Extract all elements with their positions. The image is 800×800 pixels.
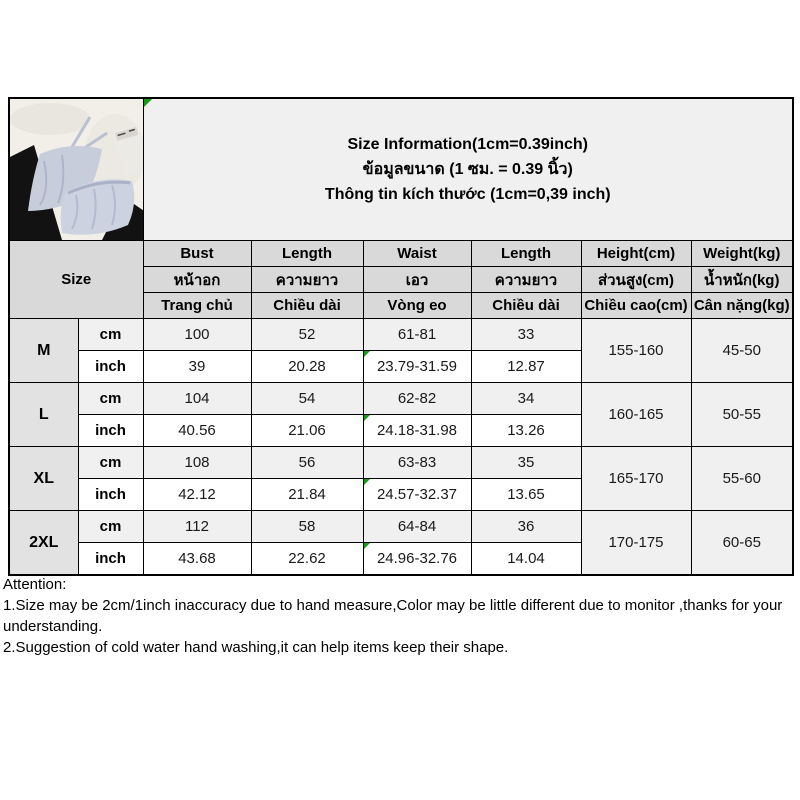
l-inch-length2: 13.26 [471,415,581,447]
xl-height: 165-170 [581,447,691,511]
m-height: 155-160 [581,319,691,383]
attention-heading: Attention: [3,576,67,593]
header-vi-length: Chiều dài [251,293,363,319]
unit-cm: cm [78,319,143,351]
2xl-inch-waist-value: 24.96-32.76 [376,550,458,567]
unit-cm: cm [78,383,143,415]
xl-cm-waist: 63-83 [363,447,471,479]
xl-inch-waist-value: 24.57-32.37 [376,486,458,503]
l-inch-waist [363,415,471,447]
title-cell [143,98,793,241]
title-english: Size Information(1cm=0.39inch) [347,136,589,153]
m-inch-waist-value: 23.79-31.59 [376,358,458,375]
xl-inch-length2: 13.65 [471,479,581,511]
green-corner-marker-icon [364,543,370,549]
xl-inch-bust: 42.12 [143,479,251,511]
2xl-inch-bust: 43.68 [143,543,251,576]
2xl-cm-length: 58 [251,511,363,543]
attention-line-1: 1.Size may be 2cm/1inch inaccuracy due to hand measure,Color may be little different due to monitor ,thanks for your understanding. [3,597,783,635]
m-inch-length: 20.28 [251,351,363,383]
header-th-waist: เอว [363,267,471,293]
header-th-height: ส่วนสูง(cm) [581,267,691,293]
l-cm-length2: 34 [471,383,581,415]
l-cm-length: 54 [251,383,363,415]
fabric-fold [10,103,90,135]
header-vi-height: Chiều cao(cm) [581,293,691,319]
green-corner-marker-icon [364,415,370,421]
unit-cm: cm [78,511,143,543]
unit-inch: inch [78,351,143,383]
product-photo-cell [9,98,143,241]
l-inch-length: 21.06 [251,415,363,447]
2xl-cm-length2: 36 [471,511,581,543]
2xl-cm-bust: 112 [143,511,251,543]
xl-weight: 55-60 [691,447,793,511]
title-vietnamese: Thông tin kích thước (1cm=0,39 inch) [324,186,611,203]
xl-inch-length: 21.84 [251,479,363,511]
product-photo [10,99,143,240]
attention-line-2: 2.Suggestion of cold water hand washing,it can help items keep their shape. [3,639,509,656]
xl-inch-waist [363,479,471,511]
header-en-bust: Bust [143,241,251,267]
header-vi-waist: Vòng eo [363,293,471,319]
xl-cm-length2: 35 [471,447,581,479]
title-thai: ข้อมูลขนาด (1 ซม. = 0.39 นิ้ว) [362,161,573,178]
2xl-height: 170-175 [581,511,691,576]
header-en-height: Height(cm) [581,241,691,267]
green-corner-marker-icon [364,351,370,357]
2xl-cm-waist: 64-84 [363,511,471,543]
xl-cm-length: 56 [251,447,363,479]
unit-inch: inch [78,543,143,576]
m-inch-length2: 12.87 [471,351,581,383]
2xl-weight: 60-65 [691,511,793,576]
header-vi-weight: Cân nặng(kg) [691,293,793,319]
size-2xl-label: 2XL [9,511,78,576]
xl-cm-bust: 108 [143,447,251,479]
size-xl-label: XL [9,447,78,511]
size-header: Size [9,241,143,319]
size-m-label: M [9,319,78,383]
header-en-waist: Waist [363,241,471,267]
m-weight: 45-50 [691,319,793,383]
m-cm-waist: 61-81 [363,319,471,351]
m-cm-length: 52 [251,319,363,351]
m-cm-bust: 100 [143,319,251,351]
header-en-weight: Weight(kg) [691,241,793,267]
header-vi-length2: Chiều dài [471,293,581,319]
l-cm-waist: 62-82 [363,383,471,415]
size-chart-sheet [8,97,794,576]
header-th-length2: ความยาว [471,267,581,293]
2xl-inch-waist [363,543,471,576]
header-en-length2: Length [471,241,581,267]
size-table [8,97,794,576]
unit-inch: inch [78,479,143,511]
m-inch-waist [363,351,471,383]
2xl-inch-length: 22.62 [251,543,363,576]
header-vi-bust: Trang chủ [143,293,251,319]
header-th-weight: น้ำหนัก(kg) [691,267,793,293]
size-l-label: L [9,383,78,447]
attention-note [3,574,789,658]
2xl-inch-length2: 14.04 [471,543,581,576]
green-corner-marker-icon [364,479,370,485]
header-en-length: Length [251,241,363,267]
l-inch-bust: 40.56 [143,415,251,447]
header-th-length: ความยาว [251,267,363,293]
unit-cm: cm [78,447,143,479]
unit-inch: inch [78,415,143,447]
l-inch-waist-value: 24.18-31.98 [376,422,458,439]
m-cm-length2: 33 [471,319,581,351]
l-cm-bust: 104 [143,383,251,415]
green-corner-marker-icon [144,99,152,107]
l-height: 160-165 [581,383,691,447]
m-inch-bust: 39 [143,351,251,383]
header-th-bust: หน้าอก [143,267,251,293]
l-weight: 50-55 [691,383,793,447]
